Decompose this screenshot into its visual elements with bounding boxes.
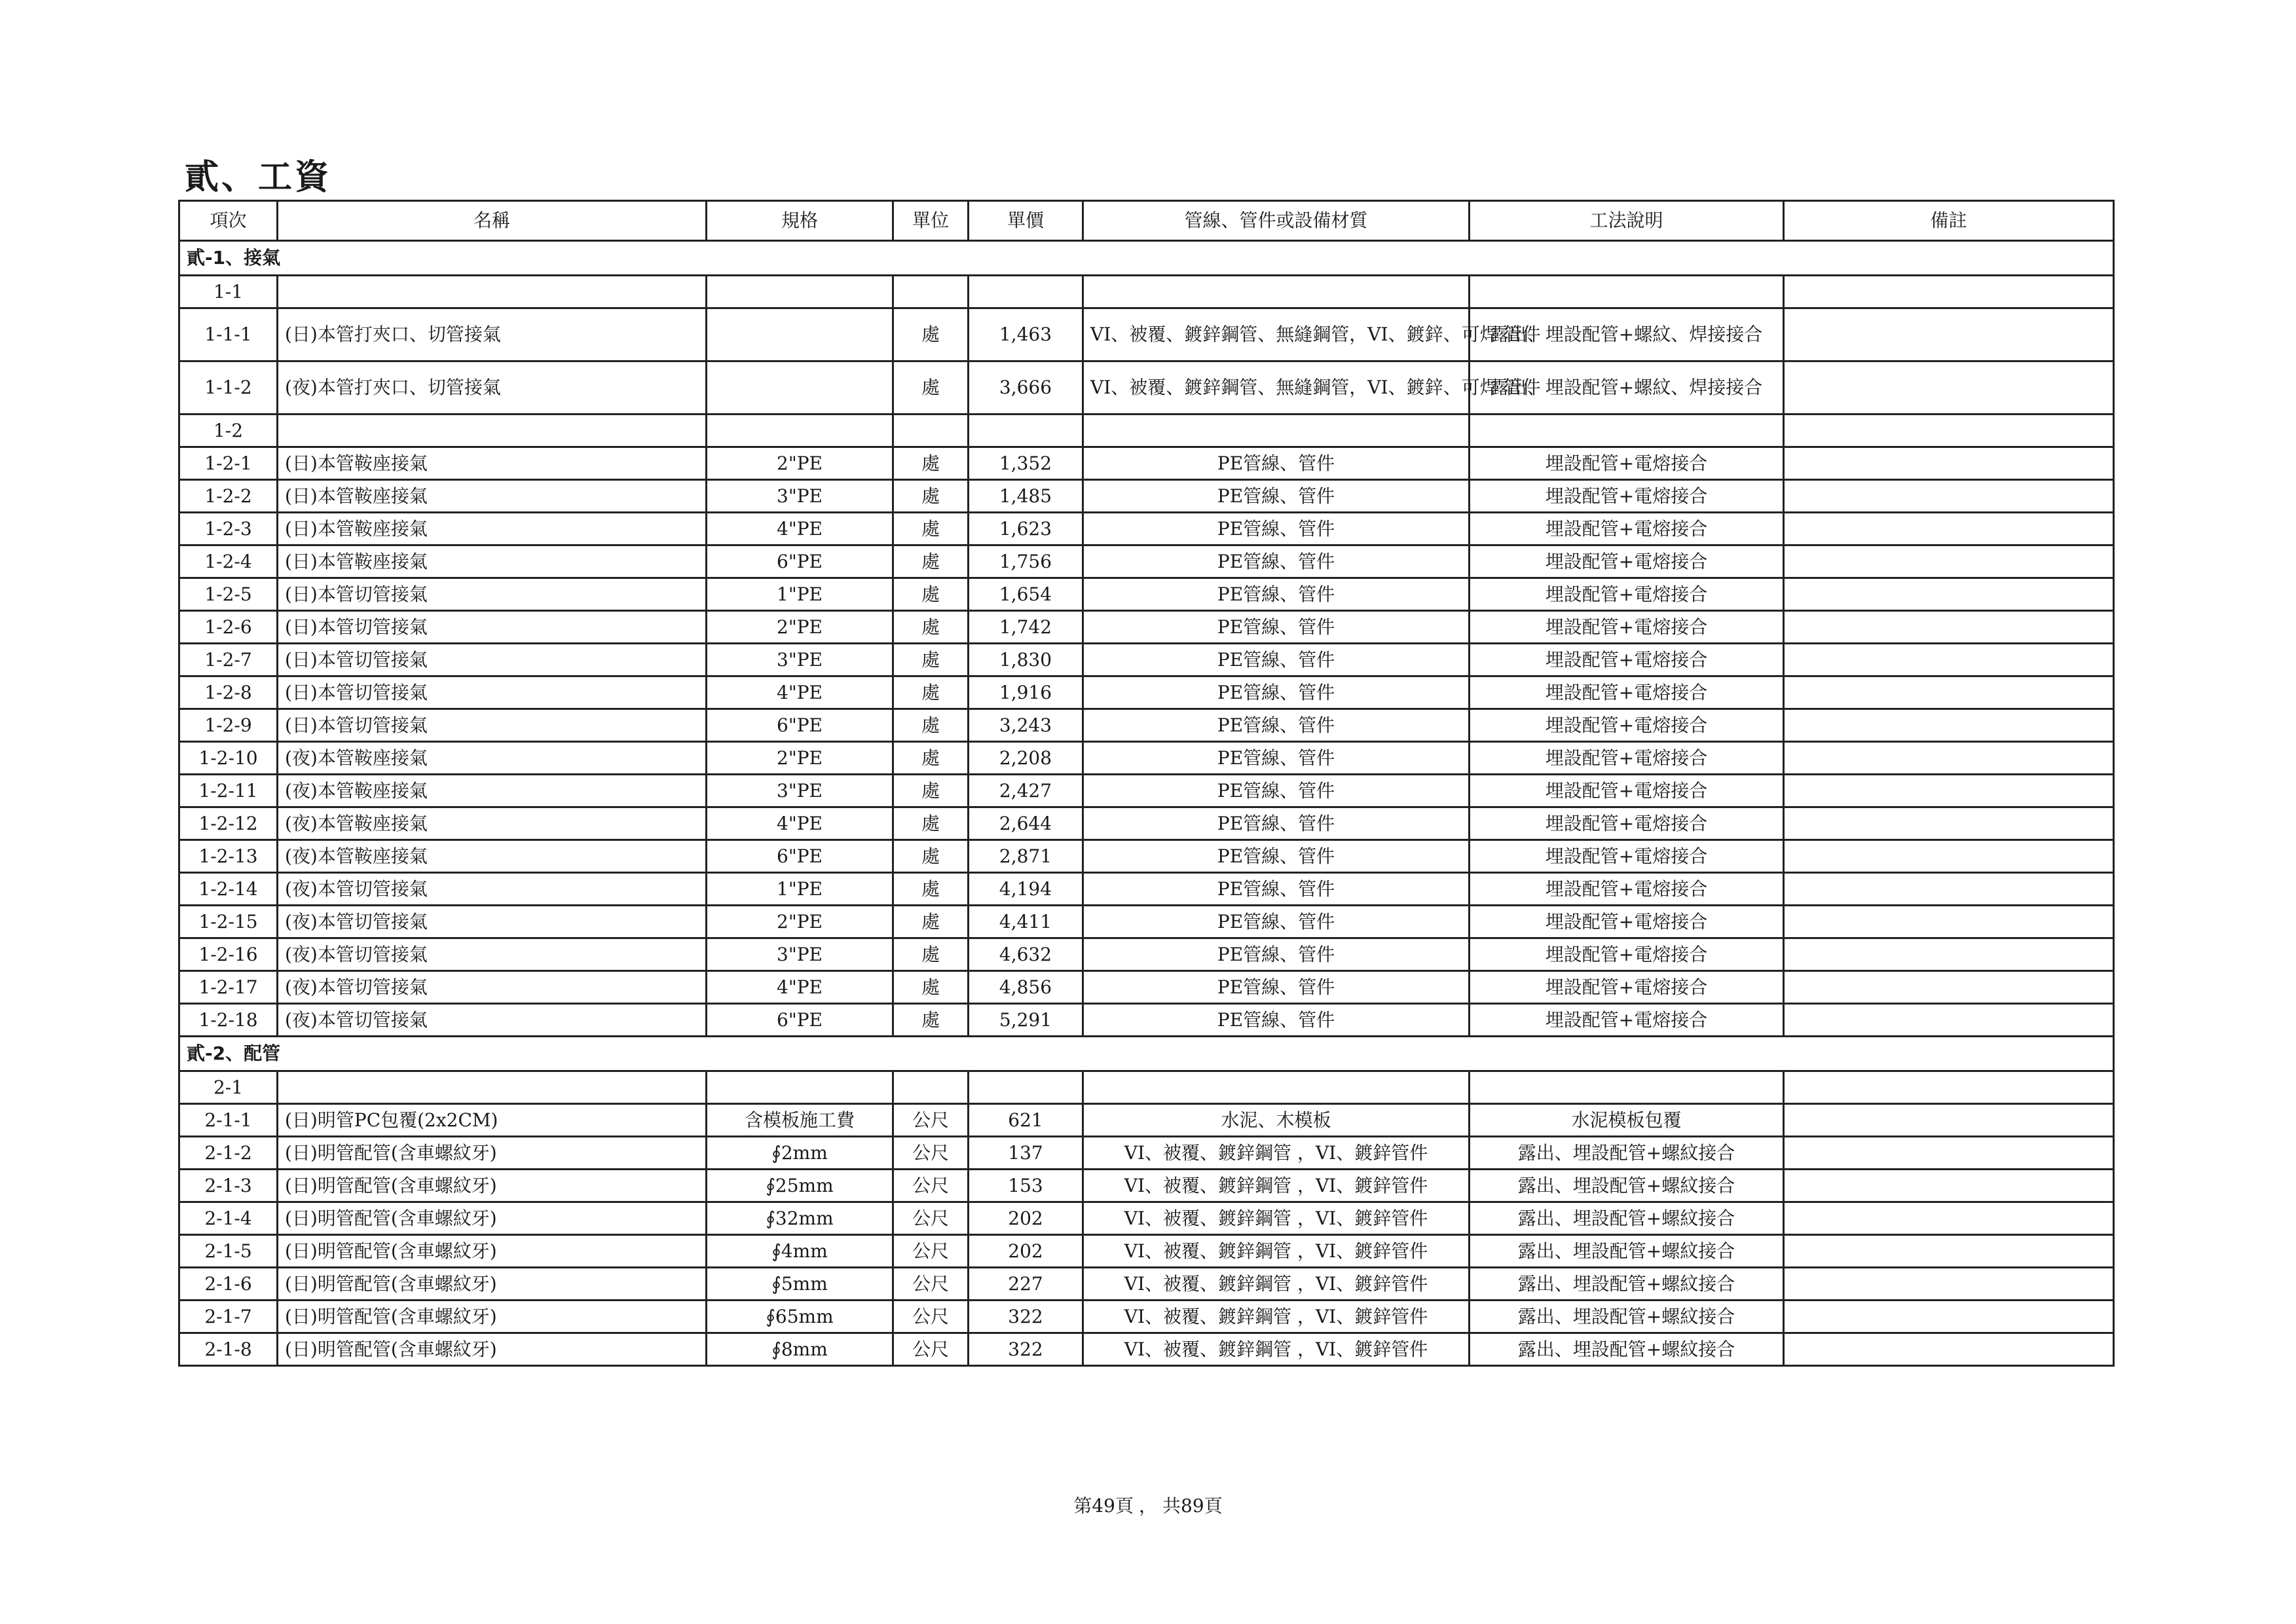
cell-material: VI、被覆、鍍鋅鋼管 ，VI、鍍鋅管件 [1083, 1137, 1470, 1170]
section-title: 貳-1、接氣 [179, 241, 2114, 276]
cell-note [1784, 873, 2114, 906]
cell-spec: 4"PE [707, 807, 893, 840]
cell-method: 露出、埋設配管+螺紋接合 [1470, 1235, 1784, 1268]
cell-method: 埋設配管+電熔接合 [1470, 971, 1784, 1004]
cell-item-no: 1-2-4 [179, 545, 278, 578]
cell-item-no: 1-2-18 [179, 1004, 278, 1037]
cell-note [1784, 1071, 2114, 1104]
cell-name: (日)本管切管接氣 [278, 611, 707, 644]
cell-name: (日)明管配管(含車螺紋牙) [278, 1268, 707, 1301]
cell-unit: 處 [893, 971, 969, 1004]
cell-item-no: 1-2-15 [179, 906, 278, 938]
wage-table [178, 200, 2115, 1367]
cell-material: PE管線、管件 [1083, 1004, 1470, 1037]
cell-spec: 4"PE [707, 676, 893, 709]
cell-item-no: 2-1-6 [179, 1268, 278, 1301]
cell-material: VI、被覆、鍍鋅鋼管、無縫鋼管，VI、鍍鋅、可焊 管件 [1083, 308, 1470, 361]
cell-unit-price: 4,411 [969, 906, 1083, 938]
cell-material: VI、被覆、鍍鋅鋼管、無縫鋼管，VI、鍍鋅、可焊 管件 [1083, 361, 1470, 415]
page-total: 共89頁 [1162, 1495, 1223, 1517]
cell-unit: 公尺 [893, 1170, 969, 1202]
cell-unit-price: 1,352 [969, 447, 1083, 480]
cell-material: VI、被覆、鍍鋅鋼管 ，VI、鍍鋅管件 [1083, 1170, 1470, 1202]
cell-method: 埋設配管+電熔接合 [1470, 611, 1784, 644]
cell-unit: 處 [893, 545, 969, 578]
cell-unit [893, 1071, 969, 1104]
table-row [179, 644, 2114, 676]
cell-spec: 2"PE [707, 611, 893, 644]
cell-method: 埋設配管+電熔接合 [1470, 676, 1784, 709]
cell-unit-price: 137 [969, 1137, 1083, 1170]
table-row [179, 775, 2114, 807]
cell-name: (日)明管配管(含車螺紋牙) [278, 1137, 707, 1170]
cell-item-no: 1-2-17 [179, 971, 278, 1004]
cell-unit: 公尺 [893, 1268, 969, 1301]
cell-note [1784, 276, 2114, 308]
table-row [179, 1202, 2114, 1235]
cell-spec: 3"PE [707, 644, 893, 676]
cell-method: 露出、埋設配管+螺紋接合 [1470, 1137, 1784, 1170]
cell-unit-price: 621 [969, 1104, 1083, 1137]
cell-spec: 3"PE [707, 480, 893, 513]
cell-unit-price [969, 276, 1083, 308]
cell-method: 埋設配管+電熔接合 [1470, 742, 1784, 775]
cell-note [1784, 676, 2114, 709]
cell-unit-price: 202 [969, 1235, 1083, 1268]
cell-unit-price: 322 [969, 1301, 1083, 1333]
cell-unit-price: 3,666 [969, 361, 1083, 415]
cell-item-no: 1-2-8 [179, 676, 278, 709]
cell-note [1784, 1202, 2114, 1235]
cell-material: VI、被覆、鍍鋅鋼管 ，VI、鍍鋅管件 [1083, 1333, 1470, 1366]
cell-method: 露出、埋設配管+螺紋接合 [1470, 1268, 1784, 1301]
cell-note [1784, 1333, 2114, 1366]
cell-spec: 3"PE [707, 775, 893, 807]
cell-item-no: 1-2-10 [179, 742, 278, 775]
table-row [179, 1235, 2114, 1268]
cell-unit: 處 [893, 1004, 969, 1037]
cell-item-no: 1-2-1 [179, 447, 278, 480]
cell-note [1784, 578, 2114, 611]
cell-unit: 處 [893, 709, 969, 742]
cell-unit: 處 [893, 308, 969, 361]
cell-name [278, 276, 707, 308]
page-footer [0, 1492, 2296, 1518]
cell-note [1784, 644, 2114, 676]
table-row [179, 1170, 2114, 1202]
cell-method: 埋設配管+電熔接合 [1470, 873, 1784, 906]
cell-material: PE管線、管件 [1083, 873, 1470, 906]
cell-method: 埋設配管+電熔接合 [1470, 906, 1784, 938]
cell-item-no: 1-1 [179, 276, 278, 308]
cell-name: (日)明管配管(含車螺紋牙) [278, 1301, 707, 1333]
table-row [179, 1268, 2114, 1301]
cell-spec: 3"PE [707, 938, 893, 971]
cell-spec: 6"PE [707, 1004, 893, 1037]
cell-unit: 處 [893, 611, 969, 644]
cell-method: 埋設配管+電熔接合 [1470, 938, 1784, 971]
cell-material: VI、被覆、鍍鋅鋼管 ，VI、鍍鋅管件 [1083, 1268, 1470, 1301]
table-row [179, 480, 2114, 513]
cell-item-no: 1-1-1 [179, 308, 278, 361]
cell-unit: 處 [893, 644, 969, 676]
cell-unit-price: 4,194 [969, 873, 1083, 906]
cell-method [1470, 276, 1784, 308]
cell-name: (夜)本管切管接氣 [278, 906, 707, 938]
cell-name: (日)本管鞍座接氣 [278, 447, 707, 480]
cell-name: (夜)本管切管接氣 [278, 873, 707, 906]
cell-material: PE管線、管件 [1083, 938, 1470, 971]
col-header-unit: 單位 [893, 201, 969, 241]
cell-spec: 6"PE [707, 840, 893, 873]
cell-note [1784, 742, 2114, 775]
col-header-price: 單價 [969, 201, 1083, 241]
cell-item-no: 2-1-5 [179, 1235, 278, 1268]
cell-note [1784, 1235, 2114, 1268]
cell-spec: ∮65mm [707, 1301, 893, 1333]
cell-note [1784, 545, 2114, 578]
cell-unit-price: 227 [969, 1268, 1083, 1301]
cell-method: 埋設配管+電熔接合 [1470, 709, 1784, 742]
cell-spec: 1"PE [707, 873, 893, 906]
cell-unit: 處 [893, 906, 969, 938]
cell-item-no: 1-2-12 [179, 807, 278, 840]
table-row [179, 840, 2114, 873]
cell-material: PE管線、管件 [1083, 611, 1470, 644]
table-row [179, 308, 2114, 361]
cell-item-no: 2-1-2 [179, 1137, 278, 1170]
table-row [179, 578, 2114, 611]
col-header-note: 備註 [1784, 201, 2114, 241]
cell-unit-price: 1,485 [969, 480, 1083, 513]
table-row [179, 971, 2114, 1004]
table-row [179, 415, 2114, 447]
cell-item-no: 1-2-14 [179, 873, 278, 906]
cell-note [1784, 1137, 2114, 1170]
cell-name: (夜)本管鞍座接氣 [278, 775, 707, 807]
table-row [179, 447, 2114, 480]
table-row [179, 513, 2114, 545]
table-row [179, 1071, 2114, 1104]
cell-unit-price [969, 1071, 1083, 1104]
cell-spec: ∮32mm [707, 1202, 893, 1235]
cell-note [1784, 447, 2114, 480]
cell-name: (夜)本管切管接氣 [278, 1004, 707, 1037]
cell-name [278, 415, 707, 447]
cell-material: PE管線、管件 [1083, 447, 1470, 480]
table-row [179, 611, 2114, 644]
cell-spec: 4"PE [707, 971, 893, 1004]
cell-unit: 處 [893, 873, 969, 906]
cell-unit-price: 1,830 [969, 644, 1083, 676]
cell-item-no: 2-1 [179, 1071, 278, 1104]
cell-unit: 處 [893, 840, 969, 873]
section-title: 貳-2、配管 [179, 1037, 2114, 1071]
cell-unit-price: 5,291 [969, 1004, 1083, 1037]
cell-unit-price: 2,427 [969, 775, 1083, 807]
cell-spec [707, 361, 893, 415]
cell-material [1083, 1071, 1470, 1104]
cell-note [1784, 308, 2114, 361]
cell-material: PE管線、管件 [1083, 906, 1470, 938]
cell-method: 埋設配管+電熔接合 [1470, 1004, 1784, 1037]
col-header-spec: 規格 [707, 201, 893, 241]
cell-name: (日)本管切管接氣 [278, 644, 707, 676]
cell-material [1083, 415, 1470, 447]
cell-note [1784, 938, 2114, 971]
cell-spec: ∮4mm [707, 1235, 893, 1268]
cell-item-no: 2-1-7 [179, 1301, 278, 1333]
table-row [179, 709, 2114, 742]
table-row [179, 873, 2114, 906]
cell-name: (日)本管鞍座接氣 [278, 480, 707, 513]
table-row [179, 807, 2114, 840]
table-row [179, 906, 2114, 938]
cell-item-no: 1-2-5 [179, 578, 278, 611]
cell-material: VI、被覆、鍍鋅鋼管 ，VI、鍍鋅管件 [1083, 1301, 1470, 1333]
cell-unit: 處 [893, 447, 969, 480]
cell-unit: 公尺 [893, 1104, 969, 1137]
cell-method: 埋設配管+電熔接合 [1470, 480, 1784, 513]
cell-material: PE管線、管件 [1083, 578, 1470, 611]
cell-item-no: 2-1-8 [179, 1333, 278, 1366]
cell-unit-price: 322 [969, 1333, 1083, 1366]
cell-method: 埋設配管+電熔接合 [1470, 513, 1784, 545]
cell-item-no: 1-2-3 [179, 513, 278, 545]
cell-note [1784, 361, 2114, 415]
cell-method [1470, 1071, 1784, 1104]
cell-unit: 處 [893, 578, 969, 611]
page-separator: ， [1138, 1495, 1157, 1517]
cell-unit-price: 202 [969, 1202, 1083, 1235]
cell-note [1784, 1301, 2114, 1333]
cell-item-no: 1-2-2 [179, 480, 278, 513]
cell-note [1784, 775, 2114, 807]
cell-note [1784, 840, 2114, 873]
cell-material: PE管線、管件 [1083, 513, 1470, 545]
col-header-material: 管線、管件或設備材質 [1083, 201, 1470, 241]
cell-method: 埋設配管+電熔接合 [1470, 447, 1784, 480]
cell-unit-price: 2,208 [969, 742, 1083, 775]
cell-method: 露出、埋設配管+螺紋、焊接接合 [1470, 308, 1784, 361]
cell-material: PE管線、管件 [1083, 644, 1470, 676]
table-row [179, 276, 2114, 308]
cell-material: PE管線、管件 [1083, 840, 1470, 873]
table-body [179, 241, 2114, 1366]
cell-name: (夜)本管打夾口、切管接氣 [278, 361, 707, 415]
cell-method: 露出、埋設配管+螺紋、焊接接合 [1470, 361, 1784, 415]
cell-unit: 處 [893, 775, 969, 807]
cell-note [1784, 1104, 2114, 1137]
cell-unit-price: 1,742 [969, 611, 1083, 644]
cell-note [1784, 906, 2114, 938]
cell-unit-price: 2,644 [969, 807, 1083, 840]
cell-spec: 2"PE [707, 906, 893, 938]
cell-unit-price: 3,243 [969, 709, 1083, 742]
cell-unit: 處 [893, 742, 969, 775]
cell-note [1784, 480, 2114, 513]
cell-name: (日)明管配管(含車螺紋牙) [278, 1333, 707, 1366]
cell-method: 埋設配管+電熔接合 [1470, 807, 1784, 840]
cell-name: (夜)本管鞍座接氣 [278, 840, 707, 873]
cell-note [1784, 1004, 2114, 1037]
cell-spec [707, 276, 893, 308]
col-header-no: 項次 [179, 201, 278, 241]
cell-material: PE管線、管件 [1083, 775, 1470, 807]
cell-unit: 處 [893, 938, 969, 971]
cell-unit-price: 153 [969, 1170, 1083, 1202]
cell-item-no: 1-2-16 [179, 938, 278, 971]
cell-note [1784, 1170, 2114, 1202]
section-header-row [179, 1037, 2114, 1071]
cell-note [1784, 513, 2114, 545]
cell-unit-price: 2,871 [969, 840, 1083, 873]
cell-material [1083, 276, 1470, 308]
page-title: 貳、工資 [185, 158, 332, 197]
cell-method: 露出、埋設配管+螺紋接合 [1470, 1301, 1784, 1333]
cell-unit-price: 1,654 [969, 578, 1083, 611]
cell-spec: 含模板施工費 [707, 1104, 893, 1137]
cell-unit: 公尺 [893, 1235, 969, 1268]
table-row [179, 1333, 2114, 1366]
cell-unit-price: 4,856 [969, 971, 1083, 1004]
cell-method: 水泥模板包覆 [1470, 1104, 1784, 1137]
cell-name: (日)明管配管(含車螺紋牙) [278, 1235, 707, 1268]
cell-unit: 處 [893, 361, 969, 415]
cell-unit-price: 1,916 [969, 676, 1083, 709]
cell-method: 露出、埋設配管+螺紋接合 [1470, 1333, 1784, 1366]
cell-spec: 4"PE [707, 513, 893, 545]
cell-material: PE管線、管件 [1083, 480, 1470, 513]
cell-unit [893, 415, 969, 447]
table-row [179, 361, 2114, 415]
cell-name: (夜)本管切管接氣 [278, 938, 707, 971]
cell-method: 埋設配管+電熔接合 [1470, 775, 1784, 807]
cell-name: (日)本管切管接氣 [278, 676, 707, 709]
cell-spec: ∮8mm [707, 1333, 893, 1366]
page-number: 第49頁 [1073, 1495, 1134, 1517]
cell-unit-price: 1,756 [969, 545, 1083, 578]
cell-unit: 處 [893, 676, 969, 709]
table-row [179, 1104, 2114, 1137]
cell-spec: ∮25mm [707, 1170, 893, 1202]
cell-material: PE管線、管件 [1083, 742, 1470, 775]
table-row [179, 938, 2114, 971]
cell-item-no: 1-2-7 [179, 644, 278, 676]
cell-unit-price: 1,463 [969, 308, 1083, 361]
cell-name: (日)本管打夾口、切管接氣 [278, 308, 707, 361]
cell-material: 水泥、木模板 [1083, 1104, 1470, 1137]
cell-note [1784, 415, 2114, 447]
cell-material: PE管線、管件 [1083, 807, 1470, 840]
cell-name: (夜)本管切管接氣 [278, 971, 707, 1004]
cell-material: PE管線、管件 [1083, 545, 1470, 578]
cell-spec: 6"PE [707, 545, 893, 578]
table-row [179, 676, 2114, 709]
cell-method [1470, 415, 1784, 447]
cell-name: (夜)本管鞍座接氣 [278, 742, 707, 775]
col-header-method: 工法說明 [1470, 201, 1784, 241]
cell-unit: 處 [893, 513, 969, 545]
cell-unit: 處 [893, 480, 969, 513]
section-header-row [179, 241, 2114, 276]
cell-spec: 2"PE [707, 447, 893, 480]
cell-item-no: 2-1-3 [179, 1170, 278, 1202]
cell-unit-price: 4,632 [969, 938, 1083, 971]
cell-name: (日)明管配管(含車螺紋牙) [278, 1170, 707, 1202]
cell-item-no: 2-1-1 [179, 1104, 278, 1137]
cell-material: PE管線、管件 [1083, 709, 1470, 742]
cell-unit: 公尺 [893, 1333, 969, 1366]
cell-item-no: 2-1-4 [179, 1202, 278, 1235]
cell-unit: 公尺 [893, 1301, 969, 1333]
cell-material: PE管線、管件 [1083, 676, 1470, 709]
cell-name: (日)本管切管接氣 [278, 578, 707, 611]
cell-note [1784, 709, 2114, 742]
cell-unit [893, 276, 969, 308]
cell-unit: 公尺 [893, 1137, 969, 1170]
cell-note [1784, 611, 2114, 644]
cell-spec: ∮2mm [707, 1137, 893, 1170]
cell-name: (日)明管PC包覆(2x2CM) [278, 1104, 707, 1137]
cell-item-no: 1-1-2 [179, 361, 278, 415]
cell-method: 露出、埋設配管+螺紋接合 [1470, 1170, 1784, 1202]
table-row [179, 545, 2114, 578]
cell-item-no: 1-2-6 [179, 611, 278, 644]
cell-spec: 2"PE [707, 742, 893, 775]
cell-material: PE管線、管件 [1083, 971, 1470, 1004]
cell-item-no: 1-2-11 [179, 775, 278, 807]
cell-unit-price: 1,623 [969, 513, 1083, 545]
cell-method: 埋設配管+電熔接合 [1470, 545, 1784, 578]
cell-spec [707, 308, 893, 361]
cell-method: 露出、埋設配管+螺紋接合 [1470, 1202, 1784, 1235]
cell-material: VI、被覆、鍍鋅鋼管 ，VI、鍍鋅管件 [1083, 1202, 1470, 1235]
cell-spec: ∮5mm [707, 1268, 893, 1301]
cell-material: VI、被覆、鍍鋅鋼管 ，VI、鍍鋅管件 [1083, 1235, 1470, 1268]
cell-name: (日)本管鞍座接氣 [278, 545, 707, 578]
cell-method: 埋設配管+電熔接合 [1470, 840, 1784, 873]
cell-method: 埋設配管+電熔接合 [1470, 578, 1784, 611]
cell-item-no: 1-2-13 [179, 840, 278, 873]
cell-name: (夜)本管鞍座接氣 [278, 807, 707, 840]
cell-item-no: 1-2 [179, 415, 278, 447]
table-row [179, 1301, 2114, 1333]
table-header [179, 201, 2114, 241]
cell-spec [707, 415, 893, 447]
cell-name: (日)明管配管(含車螺紋牙) [278, 1202, 707, 1235]
cell-note [1784, 1268, 2114, 1301]
cell-unit: 公尺 [893, 1202, 969, 1235]
cell-note [1784, 807, 2114, 840]
cell-unit: 處 [893, 807, 969, 840]
table-row [179, 742, 2114, 775]
cell-item-no: 1-2-9 [179, 709, 278, 742]
cell-name [278, 1071, 707, 1104]
table-row [179, 1004, 2114, 1037]
cell-note [1784, 971, 2114, 1004]
cell-method: 埋設配管+電熔接合 [1470, 644, 1784, 676]
table-row [179, 1137, 2114, 1170]
cell-name: (日)本管鞍座接氣 [278, 513, 707, 545]
cell-spec: 1"PE [707, 578, 893, 611]
cell-spec [707, 1071, 893, 1104]
cell-name: (日)本管切管接氣 [278, 709, 707, 742]
cell-unit-price [969, 415, 1083, 447]
cell-spec: 6"PE [707, 709, 893, 742]
col-header-name: 名稱 [278, 201, 707, 241]
